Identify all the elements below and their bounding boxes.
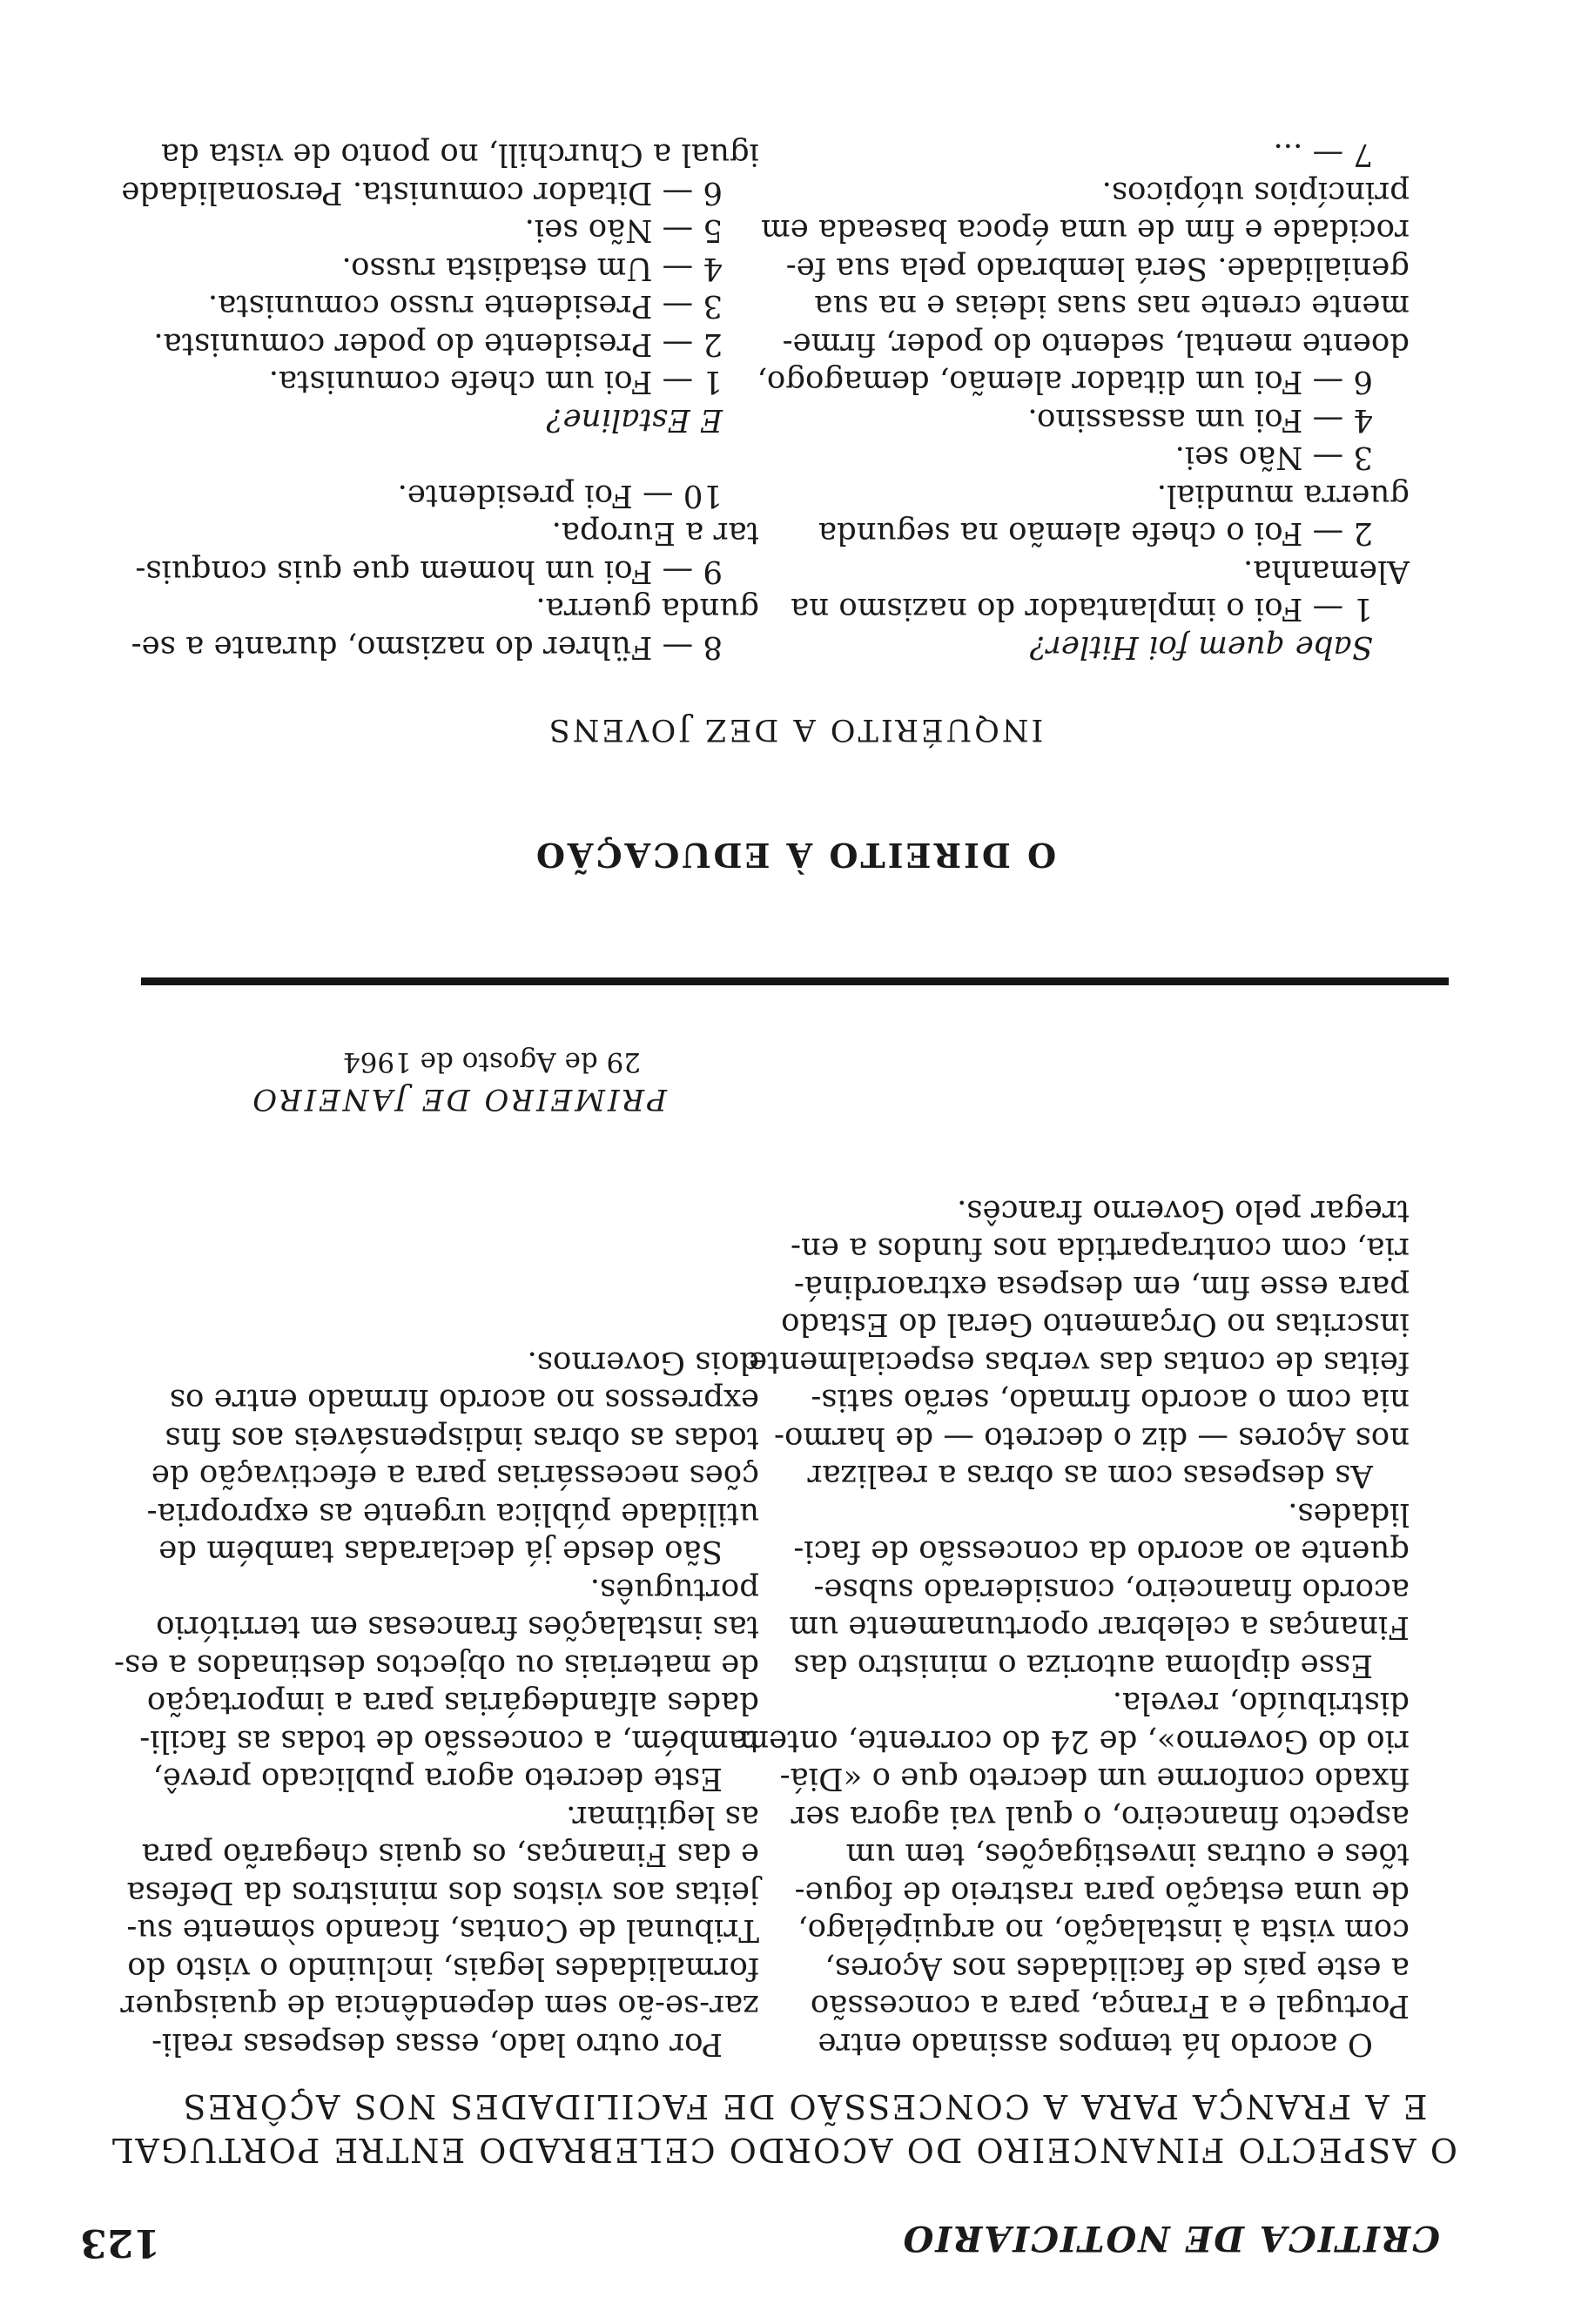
text-line: 6 — Ditador comunista. Personalidade [121,175,723,211]
text-line: zar-se-ão sem dependência de quaisquer [120,1988,759,2025]
text-line: 9 — Foi um homem que quis conquis- [135,554,723,589]
text-line: Por outro lado, essas despesas reali- [151,2026,723,2062]
text-line: 3 — Não sei. [1174,440,1373,476]
text-line: rio do Governo», de 24 do corrente, ontem [739,1723,1410,1759]
text-line: distribuído, revela. [1112,1685,1410,1722]
text-line: 1 — Foi um chefe comunista. [268,364,723,400]
text-line: genialidade. Será lembrado pela sua fe- [785,251,1410,286]
article-source: PRIMEIRO DE JANEIRO [250,1082,667,1117]
text-line: gunda guerra. [535,591,759,628]
survey-right-column [121,136,759,666]
text-line: tões e outras investigações, tem um [845,1837,1410,1873]
text-line: fixado conforme um decreto que o «Diá- [779,1761,1410,1797]
text-line: aspecto financeiro, o qual vai agora ser [791,1799,1410,1835]
text-line: nos Açores — diz o decreto — de harmo- [774,1421,1410,1456]
text-line: Esse diploma autoriza o ministro das [793,1648,1373,1683]
text-line: Alemanha. [1242,554,1410,589]
text-line: O acordo há tempos assinado entre [818,2026,1373,2062]
text-line: ria, com contrapartida nos fundos a en- [791,1231,1410,1267]
text-line: rocidade e fim de uma época baseada em [761,212,1410,249]
text-line: jeitas aos vistos dos ministros da Defesa [126,1875,759,1911]
text-line: português. [589,1572,759,1608]
question-heading: E Estaline? [546,402,723,438]
text-line: 8 — Führer do nazismo, durante a se- [131,629,723,665]
text-line: Este decreto agora publicado prevê, [152,1761,723,1797]
text-line: lidades. [1288,1496,1410,1532]
text-line: e das Finanças, os quais chegarão para [141,1837,759,1873]
text-line: 6 — Foi um ditador alemão, demagogo, [757,364,1373,400]
article-title-line: O ASPECTO FINANCEIRO DO ACORDO CELEBRADO ENTRE PORTUGAL [110,2131,1457,2169]
running-title: CRITICA DE NOTICIARIO [901,2218,1440,2259]
text-line: 4 — Um estadista russo. [341,251,723,286]
section-subtitle: INQUÉRITO A DEZ JOVENS [546,712,1044,747]
text-line: expressos no acordo firmado entre os [169,1382,759,1419]
text-line: Portugal e a França, para a concessão [810,1988,1410,2025]
text-line: Finanças a celebrar oportunamente um [789,1609,1410,1646]
question-heading: Sabe quem foi Hitler? [1029,629,1373,665]
text-line: as legitimar. [566,1799,759,1835]
page-number: 123 [80,2220,160,2265]
text-line: 2 — Presidente do poder comunista. [153,326,723,362]
text-line: tas instalações francesas em território [156,1609,759,1646]
section-divider [141,977,1449,985]
text-line: 4 — Foi um assassino. [1027,402,1373,438]
text-line: nia com o acordo firmado, serão satis- [811,1382,1410,1419]
text-line: Tribunal de Contas, ficando sòmente su- [126,1912,759,1949]
text-line: para esse fim, em despesa extraordiná- [793,1269,1410,1305]
text-line: mente crente nas suas ideias e na sua [814,288,1410,325]
text-line: guerra mundial. [1156,478,1410,514]
text-line [150,439,759,477]
text-line: tar a Europa. [551,515,759,552]
section-title: O DIREITO À EDUCAÇÃO [533,836,1057,875]
text-line: 3 — Presidente russo comunista. [207,288,723,325]
text-line: tregar pelo Governo francês. [957,1193,1410,1229]
text-line: de materiais ou objectos destinados a es- [114,1648,759,1683]
article-date: 29 de Agosto de 1964 [342,1046,641,1078]
text-line: de uma estação para rastreio de fogue- [794,1875,1410,1911]
text-line: quente ao acordo da concessão de faci- [793,1534,1410,1570]
text-line: dois Governos. [527,1345,759,1380]
text-line: feitas de contas das verbas especialmente [749,1345,1410,1380]
article-left-column [739,1192,1410,2064]
text-line: princípios utópicos. [1101,175,1410,211]
text-line: ções necessárias para a efectivação de [151,1458,759,1494]
text-line: todas as obras indispensáveis aos fins [165,1421,759,1456]
text-line: a este país de facilidades nos Açores, [824,1951,1410,1986]
text-line: As despesas com as obras a realizar [807,1458,1373,1494]
article-right-column [114,1344,759,2064]
article-title [110,2085,1457,2172]
text-line: 7 — ... [1273,137,1373,173]
article-title-line: E A FRANÇA PARA A CONCESSÃO DE FACILIDADES NOS AÇÔRES [181,2087,1428,2126]
text-line: 2 — Foi o chefe alemão na segunda [818,515,1373,552]
text-line: formalidades legais, incluindo o visto do [127,1951,759,1986]
text-line: São desde já declaradas também de [158,1534,723,1570]
text-line: utilidade pública urgente as expropria- [146,1496,759,1532]
text-line: 5 — Não sei. [524,212,723,249]
text-line: doente mental, sedento do poder, firme- [782,326,1410,362]
text-line: acordo financeiro, considerado subse- [813,1572,1410,1608]
text-line: inscritas no Orçamento Geral do Estado [781,1306,1410,1343]
text-line: 10 — Foi presidente. [397,478,723,514]
text-line: igual a Churchill, no ponto de vista da [160,137,759,173]
text-line: com vista à instalação, no arquipélago, [797,1912,1410,1949]
survey-left-column [757,136,1410,666]
text-line: dades alfandegárias para a importação [146,1685,759,1722]
text-line: 1 — Foi o implantador do nazismo na [791,591,1373,628]
text-line: também, a concessão de todas as facili- [139,1723,759,1759]
